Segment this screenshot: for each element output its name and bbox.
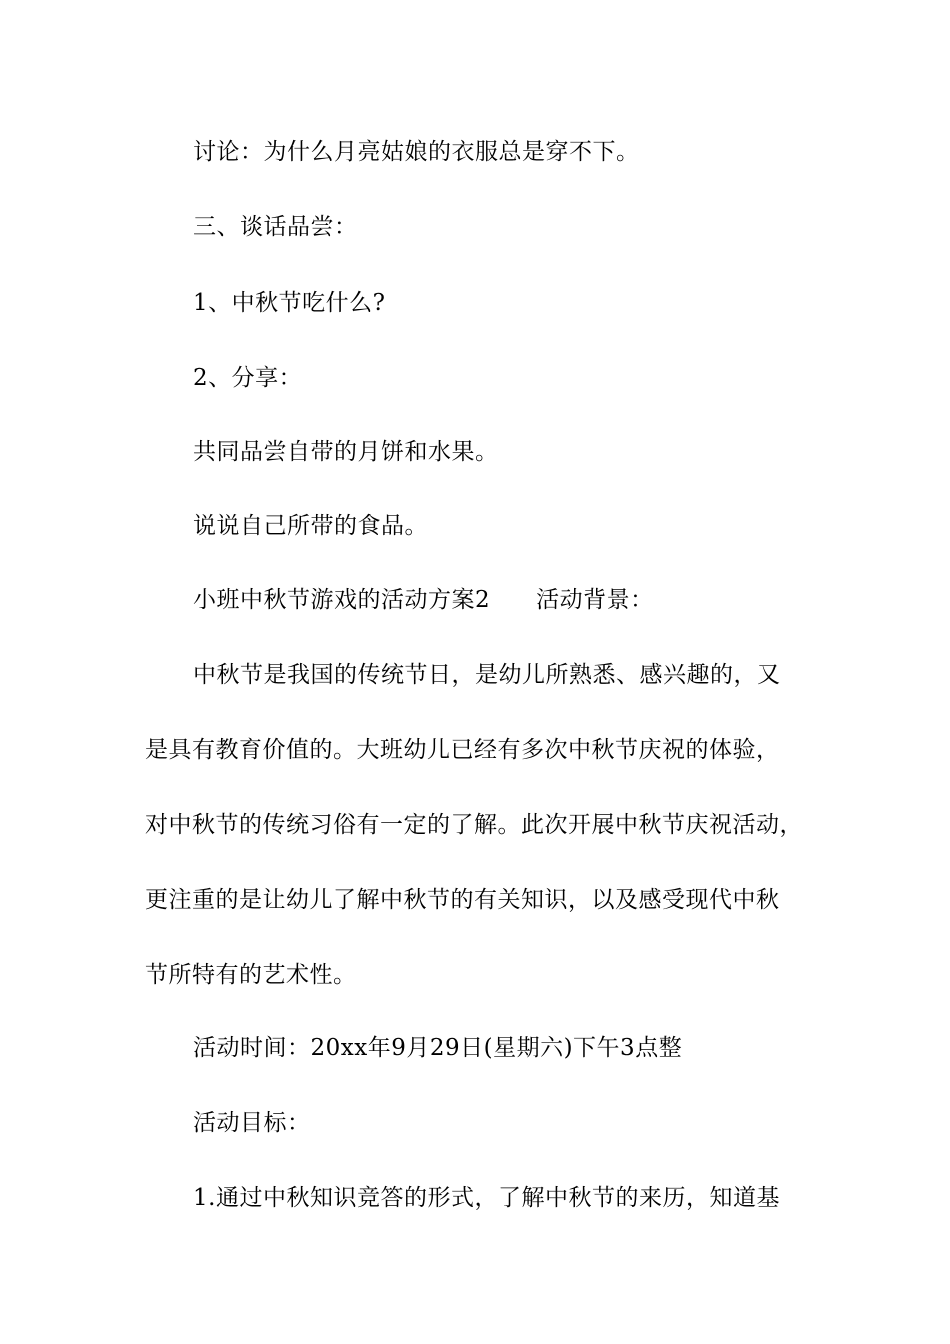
list-item-2: 2、分享： [193, 365, 303, 391]
paragraph-background-line-4: 更注重的是让幼儿了解中秋节的有关知识，以及感受现代中秋 [145, 887, 780, 913]
paragraph-background-line-2: 是具有教育价值的。大班幼儿已经有多次中秋节庆祝的体验， [145, 737, 780, 763]
section-heading-talk-taste: 三、谈话品尝： [193, 214, 358, 240]
section-heading-background: 活动背景： [536, 587, 654, 613]
paragraph-background-line-5: 节所特有的艺术性。 [145, 962, 357, 988]
list-item-1: 1、中秋节吃什么? [193, 290, 386, 316]
paragraph-activity-time: 活动时间：20xx年9月29日(星期六)下午3点整 [193, 1035, 683, 1061]
list-item-goal-1: 1.通过中秋知识竞答的形式，了解中秋节的来历，知道基 [193, 1185, 780, 1211]
plan-title: 小班中秋节游戏的活动方案2 [193, 587, 491, 613]
paragraph-discussion: 讨论：为什么月亮姑娘的衣服总是穿不下。 [193, 139, 640, 165]
paragraph-background-line-3: 对中秋节的传统习俗有一定的了解。此次开展中秋节庆祝活动， [145, 812, 803, 838]
paragraph-talk-food: 说说自己所带的食品。 [193, 513, 428, 539]
paragraph-background-line-1: 中秋节是我国的传统节日，是幼儿所熟悉、感兴趣的，又 [193, 662, 781, 688]
plan-title-line [193, 585, 654, 615]
section-heading-goals: 活动目标： [193, 1110, 311, 1136]
paragraph-share-taste: 共同品尝自带的月饼和水果。 [193, 439, 499, 465]
